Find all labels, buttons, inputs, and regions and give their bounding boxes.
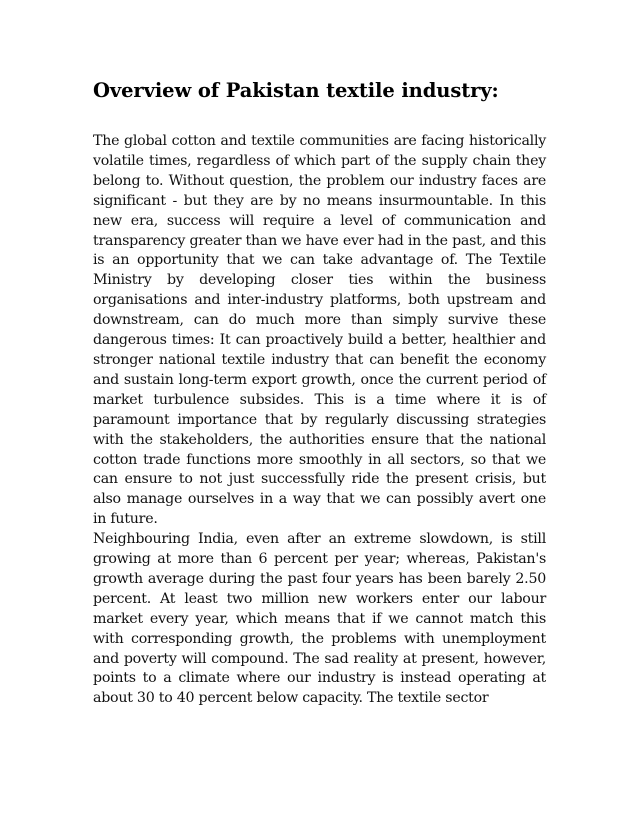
document-page bbox=[93, 78, 546, 709]
document-title: Overview of Pakistan textile industry: bbox=[93, 79, 499, 102]
paragraph-1: The global cotton and textile communities are facing historically volatile times, regardless of which part of the supply chain they belong to. Without question, the problem our industry faces are significant - but they are by no means insurmountable. In this new era, success will require a level of communication and transparency greater than we have ever had in the past, and this is an opportunity that we can take advantage of. The Textile Ministry by developing closer ties within the business organisations and inter-industry platforms, both upstream and downstream, can do much more than simply survive these dangerous times: It can proactively build a better, healthier and stronger national textile industry that can benefit the economy and sustain long-term export growth, once the current period of market turbulence subsides. This is a time where it is of paramount importance that by regularly discussing strategies with the stakeholders, the authorities ensure that the national cotton trade functions more smoothly in all sectors, so that we can ensure to not just successfully ride the present crisis, but also manage ourselves in a way that we can possibly avert one in future. bbox=[93, 133, 546, 528]
paragraph-2: Neighbouring India, even after an extreme slowdown, is still growing at more than 6 percent per year; whereas, Pakistan's growth average during the past four years has been barely 2.50 percent. At least two million new workers enter our labour market every year, which means that if we cannot match this with corresponding growth, the problems with unemployment and poverty will compound. The sad reality at present, however, points to a climate where our industry is instead operating at about 30 to 40 percent below capacity. The textile sector bbox=[93, 531, 546, 707]
